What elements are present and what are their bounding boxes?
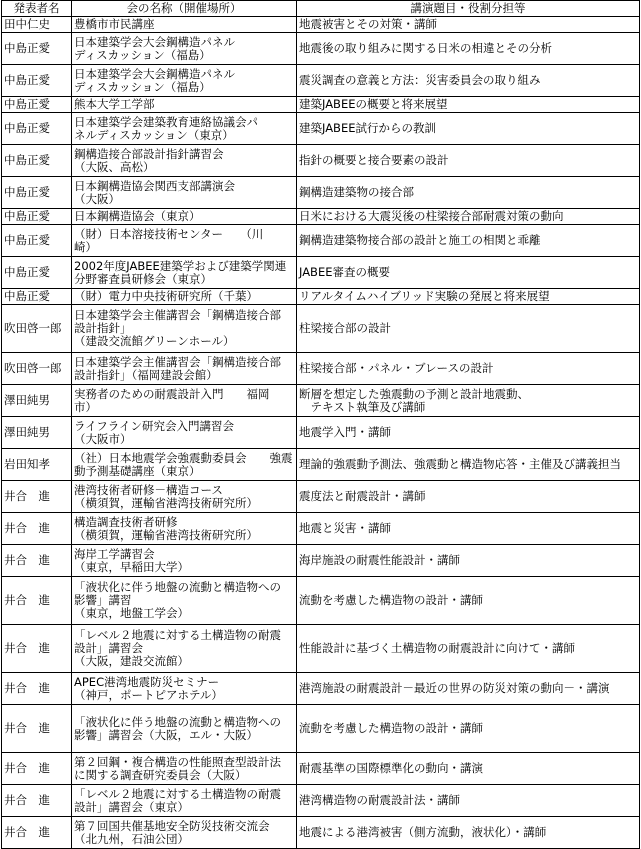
presenter-cell: 吹田啓一郎 [2, 353, 72, 385]
table-row [2, 177, 640, 209]
table-row [2, 257, 640, 289]
topic-cell: 地震と災害・講師 [297, 513, 640, 545]
meeting-cell: 日本建築学会大会鋼構造パネル ディスカッション（福島） [72, 33, 297, 65]
presenter-cell: 井合 進 [2, 817, 72, 849]
presenter-cell: 中島正愛 [2, 209, 72, 225]
meeting-cell: （財）電力中央技術研究所（千葉） [72, 289, 297, 305]
meeting-cell: 海岸工学講習会 （東京，早稲田大学） [72, 545, 297, 577]
topic-cell: リアルタイムハイブリッド実験の発展と将来展望 [297, 289, 640, 305]
topic-cell: 鋼構造建築物接合部の設計と施工の相関と乖離 [297, 225, 640, 257]
meeting-cell: 豊橋市市民講座 [72, 17, 297, 33]
table-row [2, 625, 640, 673]
meeting-cell: 日本建築学会建築教育連絡協議会パ ネルディスカッション（東京） [72, 113, 297, 145]
presenter-cell: 中島正愛 [2, 289, 72, 305]
meeting-cell: 日本鋼構造協会（東京） [72, 209, 297, 225]
meeting-cell: 第７回国共催基地安全防災技術交流会 （北九州，石油公団） [72, 817, 297, 849]
table-row [2, 305, 640, 353]
topic-cell: 震災調査の意義と方法：災害委員会の取り組み [297, 65, 640, 97]
table-row [2, 385, 640, 417]
meeting-cell: 2002年度JABEE建築学および建築学関連 分野審査員研修会（東京） [72, 257, 297, 289]
lecture-table [1, 0, 640, 849]
topic-cell: 地震による港湾被害（側方流動，液状化）・講師 [297, 817, 640, 849]
meeting-cell: 構造調査技術者研修 （横須賀，運輸省港湾技術研究所） [72, 513, 297, 545]
topic-cell: 海岸施設の耐震性能設計・講師 [297, 545, 640, 577]
meeting-cell: 日本建築学会大会鋼構造パネル ディスカッション（福島） [72, 65, 297, 97]
table-body [2, 17, 640, 849]
meeting-cell: 港湾技術者研修－構造コース （横須賀，運輸省港湾技術研究所） [72, 481, 297, 513]
topic-cell: 地震後の取り組みに関する日米の相違とその分析 [297, 33, 640, 65]
presenter-cell: 井合 進 [2, 481, 72, 513]
topic-cell: 耐震基準の国際標準化の動向・講演 [297, 753, 640, 785]
table-row [2, 705, 640, 753]
presenter-cell: 岩田知孝 [2, 449, 72, 481]
topic-cell: JABEE審査の概要 [297, 257, 640, 289]
topic-cell: 指針の概要と接合要素の設計 [297, 145, 640, 177]
meeting-cell: 「液状化に伴う地盤の流動と構造物への 影響」講習 （東京，地盤工学会） [72, 577, 297, 625]
meeting-cell: 日本建築学会主催講習会「鋼構造接合部 設計指針」 （建設交流館グリーンホール） [72, 305, 297, 353]
table-row [2, 289, 640, 305]
table-row [2, 513, 640, 545]
topic-cell: 建築JABEE試行からの教訓 [297, 113, 640, 145]
meeting-cell: 第２回鋼・複合構造の性能照査型設計法 に関する調査研究委員会（大阪） [72, 753, 297, 785]
header-presenter: 発表者名 [2, 1, 72, 17]
table-header [2, 1, 640, 17]
presenter-cell: 澤田純男 [2, 417, 72, 449]
presenter-cell: 井合 進 [2, 673, 72, 705]
meeting-cell: 実務者のための耐震設計入門 福岡 市） [72, 385, 297, 417]
presenter-cell: 中島正愛 [2, 97, 72, 113]
table-row [2, 17, 640, 33]
presenter-cell: 中島正愛 [2, 113, 72, 145]
table-row [2, 577, 640, 625]
topic-cell: 港湾構造物の耐震設計法・講師 [297, 785, 640, 817]
topic-cell: 流動を考慮した構造物の設計・講師 [297, 705, 640, 753]
presenter-cell: 中島正愛 [2, 177, 72, 209]
table-row [2, 225, 640, 257]
table-row [2, 545, 640, 577]
meeting-cell: 日本鋼構造協会関西支部講演会 （大阪） [72, 177, 297, 209]
table-row [2, 353, 640, 385]
presenter-cell: 中島正愛 [2, 225, 72, 257]
presenter-cell: 井合 進 [2, 625, 72, 673]
topic-cell: 地震学入門・講師 [297, 417, 640, 449]
presenter-cell: 澤田純男 [2, 385, 72, 417]
table-row [2, 481, 640, 513]
meeting-cell: 「レベル２地震に対する土構造物の耐震 設計」講習会 （大阪，建設交流館） [72, 625, 297, 673]
presenter-cell: 井合 進 [2, 785, 72, 817]
table-row [2, 145, 640, 177]
meeting-cell: ライフライン研究会入門講習会 （大阪市） [72, 417, 297, 449]
table-row [2, 417, 640, 449]
meeting-cell: （社）日本地震学会強震動委員会 強震 動予測基礎講座（東京） [72, 449, 297, 481]
presenter-cell: 井合 進 [2, 577, 72, 625]
header-topic: 講演題目・役割分担等 [297, 1, 640, 17]
topic-cell: 日米における大震災後の柱梁接合部耐震対策の動向 [297, 209, 640, 225]
meeting-cell: 「液状化に伴う地盤の流動と構造物への 影響」講習会（大阪，エル・大阪） [72, 705, 297, 753]
presenter-cell: 井合 進 [2, 545, 72, 577]
presenter-cell: 中島正愛 [2, 145, 72, 177]
topic-cell: 流動を考慮した構造物の設計・講師 [297, 577, 640, 625]
table-row [2, 65, 640, 97]
header-row [2, 1, 640, 17]
topic-cell: 断層を想定した強震動の予測と設計地震動、 テキスト執筆及び講師 [297, 385, 640, 417]
presenter-cell: 井合 進 [2, 513, 72, 545]
table-row [2, 753, 640, 785]
meeting-cell: 熊本大学工学部 [72, 97, 297, 113]
presenter-cell: 吹田啓一郎 [2, 305, 72, 353]
presenter-cell: 井合 進 [2, 753, 72, 785]
topic-cell: 建築JABEEの概要と将来展望 [297, 97, 640, 113]
topic-cell: 震度法と耐震設計・講師 [297, 481, 640, 513]
topic-cell: 性能設計に基づく土構造物の耐震設計に向けて・講師 [297, 625, 640, 673]
table-row [2, 673, 640, 705]
presenter-cell: 中島正愛 [2, 33, 72, 65]
topic-cell: 柱梁接合部・パネル・ブレースの設計 [297, 353, 640, 385]
presenter-cell: 田中仁史 [2, 17, 72, 33]
topic-cell: 柱梁接合部の設計 [297, 305, 640, 353]
table-row [2, 209, 640, 225]
topic-cell: 港湾施設の耐震設計－最近の世界の防災対策の動向－・講演 [297, 673, 640, 705]
table-row [2, 113, 640, 145]
topic-cell: 鋼構造建築物の接合部 [297, 177, 640, 209]
topic-cell: 地震被害とその対策・講師 [297, 17, 640, 33]
meeting-cell: 鋼構造接合部設計指針講習会 （大阪、高松） [72, 145, 297, 177]
table-row [2, 817, 640, 849]
meeting-cell: 日本建築学会主催講習会「鋼構造接合部 設計指針」（福岡建設会館） [72, 353, 297, 385]
table-row [2, 97, 640, 113]
meeting-cell: （財）日本溶接技術センター （川 崎） [72, 225, 297, 257]
presenter-cell: 中島正愛 [2, 65, 72, 97]
presenter-cell: 中島正愛 [2, 257, 72, 289]
presenter-cell: 井合 進 [2, 705, 72, 753]
table-row [2, 33, 640, 65]
table-row [2, 449, 640, 481]
meeting-cell: 「レベル２地震に対する土構造物の耐震 設計」講習会（東京） [72, 785, 297, 817]
meeting-cell: APEC港湾地震防災セミナー （神戸，ポートピアホテル） [72, 673, 297, 705]
topic-cell: 理論的強震動予測法、強震動と構造物応答・主催及び講義担当 [297, 449, 640, 481]
header-meeting: 会の名称（開催場所） [72, 1, 297, 17]
table-row [2, 785, 640, 817]
